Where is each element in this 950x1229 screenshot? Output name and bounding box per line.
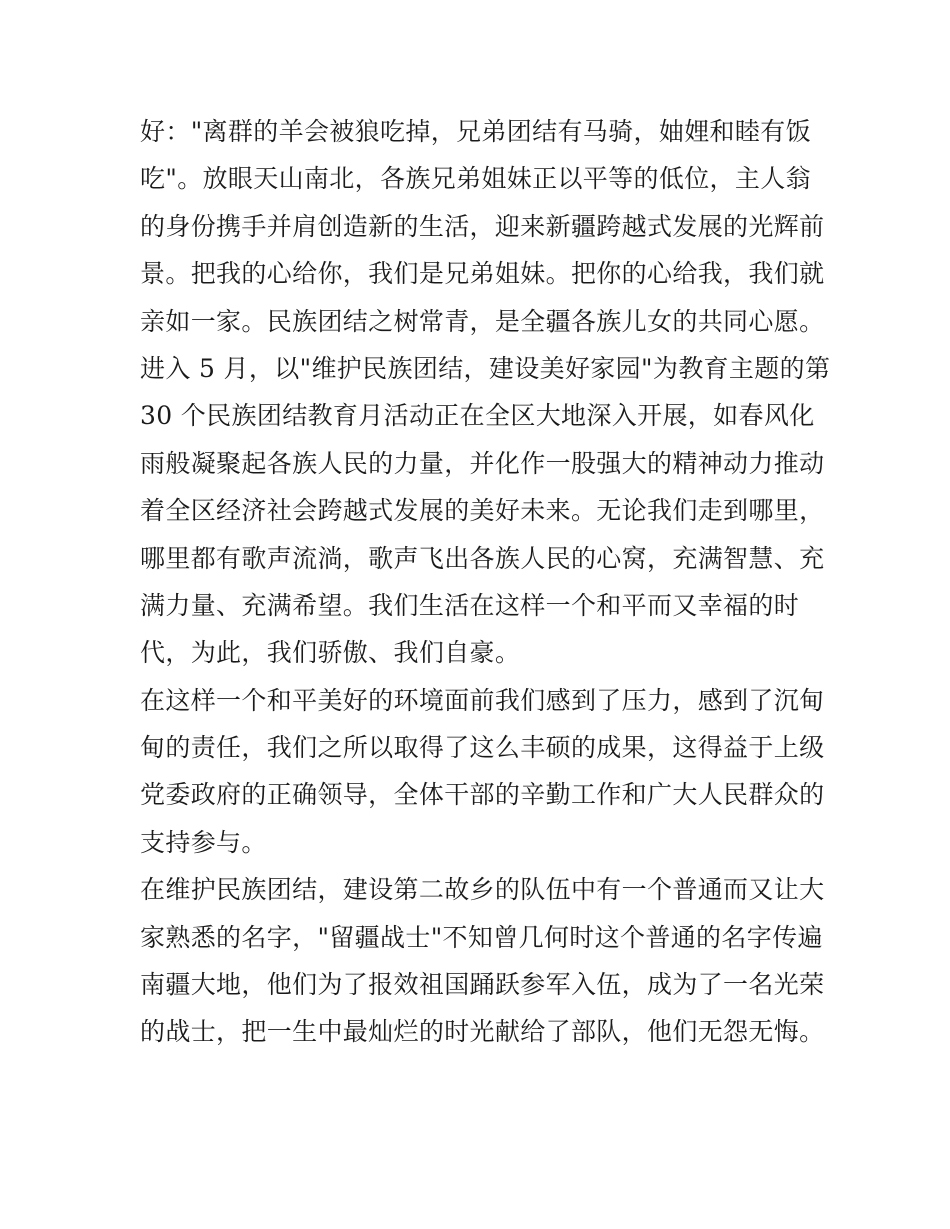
text-line: 哪里都有歌声流淌，歌声飞出各族人民的心窝，充满智慧、充 xyxy=(140,543,825,573)
text-line: 吃"。放眼天山南北，各族兄弟姐妹正以平等的低位，主人翁 xyxy=(140,164,811,194)
text-line: 30 个民族团结教育月活动正在全区大地深入开展，如春风化 xyxy=(140,401,815,431)
text-line: 党委政府的正确领导，全体干部的辛勤工作和广大人民群众的 xyxy=(140,780,825,810)
text-line: 着全区经济社会跨越式发展的美好未来。无论我们走到哪里， xyxy=(140,496,825,526)
text-line: 亲如一家。民族团结之树常青，是全疆各族儿女的共同心愿。 xyxy=(140,306,825,336)
text-line: 支持参与。 xyxy=(140,827,267,857)
text-line: 家熟悉的名字，"留疆战士"不知曾几何时这个普通的名字传遍 xyxy=(140,922,823,952)
text-line: 的身份携手并肩创造新的生活，迎来新疆跨越式发展的光辉前 xyxy=(140,211,825,241)
text-line: 南疆大地，他们为了报效祖国踊跃参军入伍，成为了一名光荣 xyxy=(140,970,825,1000)
text-line: 雨般凝聚起各族人民的力量，并化作一股强大的精神动力推动 xyxy=(140,448,825,478)
text-line: 甸的责任，我们之所以取得了这么丰硕的成果，这得益于上级 xyxy=(140,733,825,763)
text-line: 在维护民族团结，建设第二故乡的队伍中有一个普通而又让大 xyxy=(140,875,825,905)
text-line: 满力量、充满希望。我们生活在这样一个和平而又幸福的时 xyxy=(140,590,800,620)
text-line: 进入 5 月，以"维护民族团结，建设美好家园"为教育主题的第 xyxy=(140,353,831,383)
text-line: 好："离群的羊会被狼吃掉，兄弟团结有马骑，妯娌和睦有饭 xyxy=(140,117,811,146)
text-line: 的战士，把一生中最灿烂的时光献给了部队，他们无怨无悔。 xyxy=(140,1017,825,1047)
text-line: 代，为此，我们骄傲、我们自豪。 xyxy=(140,638,521,668)
text-line: 景。把我的心给你，我们是兄弟姐妹。把你的心给我，我们就 xyxy=(140,259,825,289)
text-line: 在这样一个和平美好的环境面前我们感到了压力，感到了沉甸 xyxy=(140,685,825,715)
body-text xyxy=(140,108,831,1056)
